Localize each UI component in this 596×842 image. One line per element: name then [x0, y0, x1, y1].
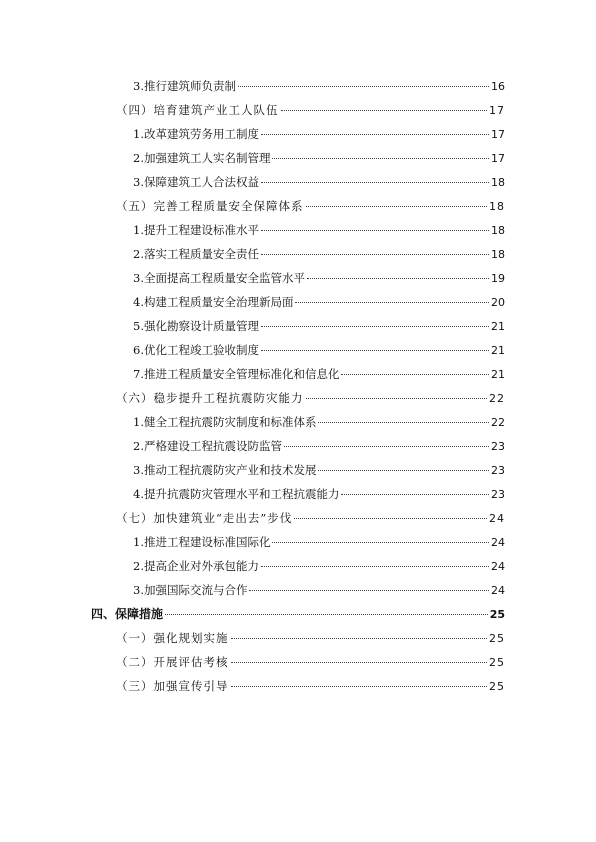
toc-entry-page: 18	[491, 248, 505, 261]
toc-entry-page: 17	[491, 128, 505, 141]
toc-entry[interactable]	[116, 629, 505, 647]
toc-leader-dots	[307, 278, 489, 279]
toc-entry-title: 1.推进工程建设标准国际化	[133, 535, 271, 549]
toc-entry-page: 16	[491, 80, 505, 93]
toc-entry[interactable]	[116, 389, 505, 407]
toc-entry[interactable]	[91, 605, 505, 623]
toc-entry-page: 22	[491, 416, 505, 429]
toc-leader-dots	[231, 686, 488, 687]
toc-leader-dots	[281, 110, 488, 111]
toc-leader-dots	[272, 158, 489, 159]
toc-leader-dots	[341, 494, 489, 495]
toc-entry-title: 3.推行建筑师负责制	[133, 79, 236, 93]
toc-entry-page: 20	[491, 296, 505, 309]
toc-leader-dots	[261, 350, 489, 351]
toc-entry[interactable]	[133, 365, 505, 383]
toc-entry-page: 22	[489, 392, 505, 405]
toc-leader-dots	[261, 182, 489, 183]
toc-entry-title: 2.落实工程质量安全责任	[133, 247, 259, 261]
toc-entry[interactable]	[133, 437, 505, 455]
toc-entry[interactable]	[133, 269, 505, 287]
toc-entry[interactable]	[133, 533, 505, 551]
toc-entry[interactable]	[133, 317, 505, 335]
toc-entry-title: 6.优化工程竣工验收制度	[133, 343, 259, 357]
toc-entry-title: 3.推动工程抗震防灾产业和技术发展	[133, 463, 317, 477]
toc-entry-page: 23	[491, 440, 505, 453]
toc-leader-dots	[165, 614, 488, 615]
toc-entry[interactable]	[133, 245, 505, 263]
toc-entry-title: 3.全面提高工程质量安全监管水平	[133, 271, 305, 285]
toc-entry-title: 四、保障措施	[91, 607, 164, 621]
toc-entry-page: 17	[489, 104, 505, 117]
toc-entry[interactable]	[133, 581, 505, 599]
toc-entry-page: 21	[491, 344, 505, 357]
toc-entry-title: 4.构建工程质量安全治理新局面	[133, 295, 294, 309]
toc-entry-page: 18	[489, 200, 505, 213]
toc-entry[interactable]	[133, 125, 505, 143]
toc-entry-title: 3.加强国际交流与合作	[133, 583, 248, 597]
toc-entry[interactable]	[133, 173, 505, 191]
toc-entry[interactable]	[133, 461, 505, 479]
toc-leader-dots	[231, 638, 488, 639]
toc-entry-page: 24	[489, 512, 505, 525]
toc-entry[interactable]	[116, 101, 505, 119]
toc-entry-page: 25	[489, 632, 505, 645]
toc-leader-dots	[306, 398, 488, 399]
toc-entry[interactable]	[116, 509, 505, 527]
toc-entry[interactable]	[133, 77, 505, 95]
toc-entry-page: 19	[491, 272, 505, 285]
toc-entry-page: 24	[491, 560, 505, 573]
toc-entry-title: 7.推进工程质量安全管理标准化和信息化	[133, 367, 340, 381]
toc-entry-title: （七）加快建筑业“走出去”步伐	[116, 511, 293, 525]
toc-leader-dots	[261, 254, 489, 255]
toc-entry-title: （四）培育建筑产业工人队伍	[116, 103, 279, 117]
toc-entry[interactable]	[133, 293, 505, 311]
toc-leader-dots	[261, 134, 489, 135]
toc-entry[interactable]	[133, 557, 505, 575]
toc-entry-title: 3.保障建筑工人合法权益	[133, 175, 259, 189]
toc-entry-title: （五）完善工程质量安全保障体系	[116, 199, 304, 213]
toc-entry[interactable]	[116, 197, 505, 215]
toc-entry-title: 1.提升工程建设标准水平	[133, 223, 259, 237]
toc-entry-title: 2.提高企业对外承包能力	[133, 559, 259, 573]
toc-entry-title: （一）强化规划实施	[116, 631, 229, 645]
toc-entry[interactable]	[116, 677, 505, 695]
toc-leader-dots	[318, 422, 489, 423]
toc-leader-dots	[306, 206, 488, 207]
toc-entry-title: 1.健全工程抗震防灾制度和标准体系	[133, 415, 317, 429]
toc-entry-page: 18	[491, 224, 505, 237]
toc-leader-dots	[231, 662, 488, 663]
toc-entry-page: 24	[491, 584, 505, 597]
toc-leader-dots	[318, 470, 489, 471]
toc-entry-title: 5.强化勘察设计质量管理	[133, 319, 259, 333]
toc-entry[interactable]	[133, 485, 505, 503]
toc-entry-page: 23	[491, 464, 505, 477]
toc-entry-page: 21	[491, 320, 505, 333]
toc-leader-dots	[272, 542, 489, 543]
toc-leader-dots	[341, 374, 489, 375]
toc-entry-page: 21	[491, 368, 505, 381]
toc-leader-dots	[249, 590, 489, 591]
toc-entry-title: （二）开展评估考核	[116, 655, 229, 669]
toc-leader-dots	[261, 566, 489, 567]
toc-entry-page: 24	[491, 536, 505, 549]
toc-entry-title: 4.提升抗震防灾管理水平和工程抗震能力	[133, 487, 340, 501]
toc-entry-page: 17	[491, 152, 505, 165]
toc-entry-title: 2.加强建筑工人实名制管理	[133, 151, 271, 165]
toc-entry-page: 23	[491, 488, 505, 501]
toc-leader-dots	[294, 518, 487, 519]
toc-entry-page: 25	[489, 656, 505, 669]
toc-leader-dots	[261, 326, 489, 327]
toc-entry-title: （三）加强宣传引导	[116, 679, 229, 693]
toc-entry[interactable]	[133, 341, 505, 359]
toc-entry-page: 25	[489, 680, 505, 693]
toc-entry[interactable]	[116, 653, 505, 671]
toc-leader-dots	[284, 446, 489, 447]
toc-leader-dots	[295, 302, 489, 303]
toc-entry-title: （六）稳步提升工程抗震防灾能力	[116, 391, 304, 405]
toc-entry[interactable]	[133, 413, 505, 431]
toc-entry-page: 18	[491, 176, 505, 189]
toc-entry-page: 25	[489, 608, 505, 621]
toc-leader-dots	[261, 230, 489, 231]
toc-entry[interactable]	[133, 149, 505, 167]
toc-entry[interactable]	[133, 221, 505, 239]
toc-entry-title: 2.严格建设工程抗震设防监管	[133, 439, 282, 453]
toc-entry-title: 1.改革建筑劳务用工制度	[133, 127, 259, 141]
toc-leader-dots	[238, 86, 489, 87]
